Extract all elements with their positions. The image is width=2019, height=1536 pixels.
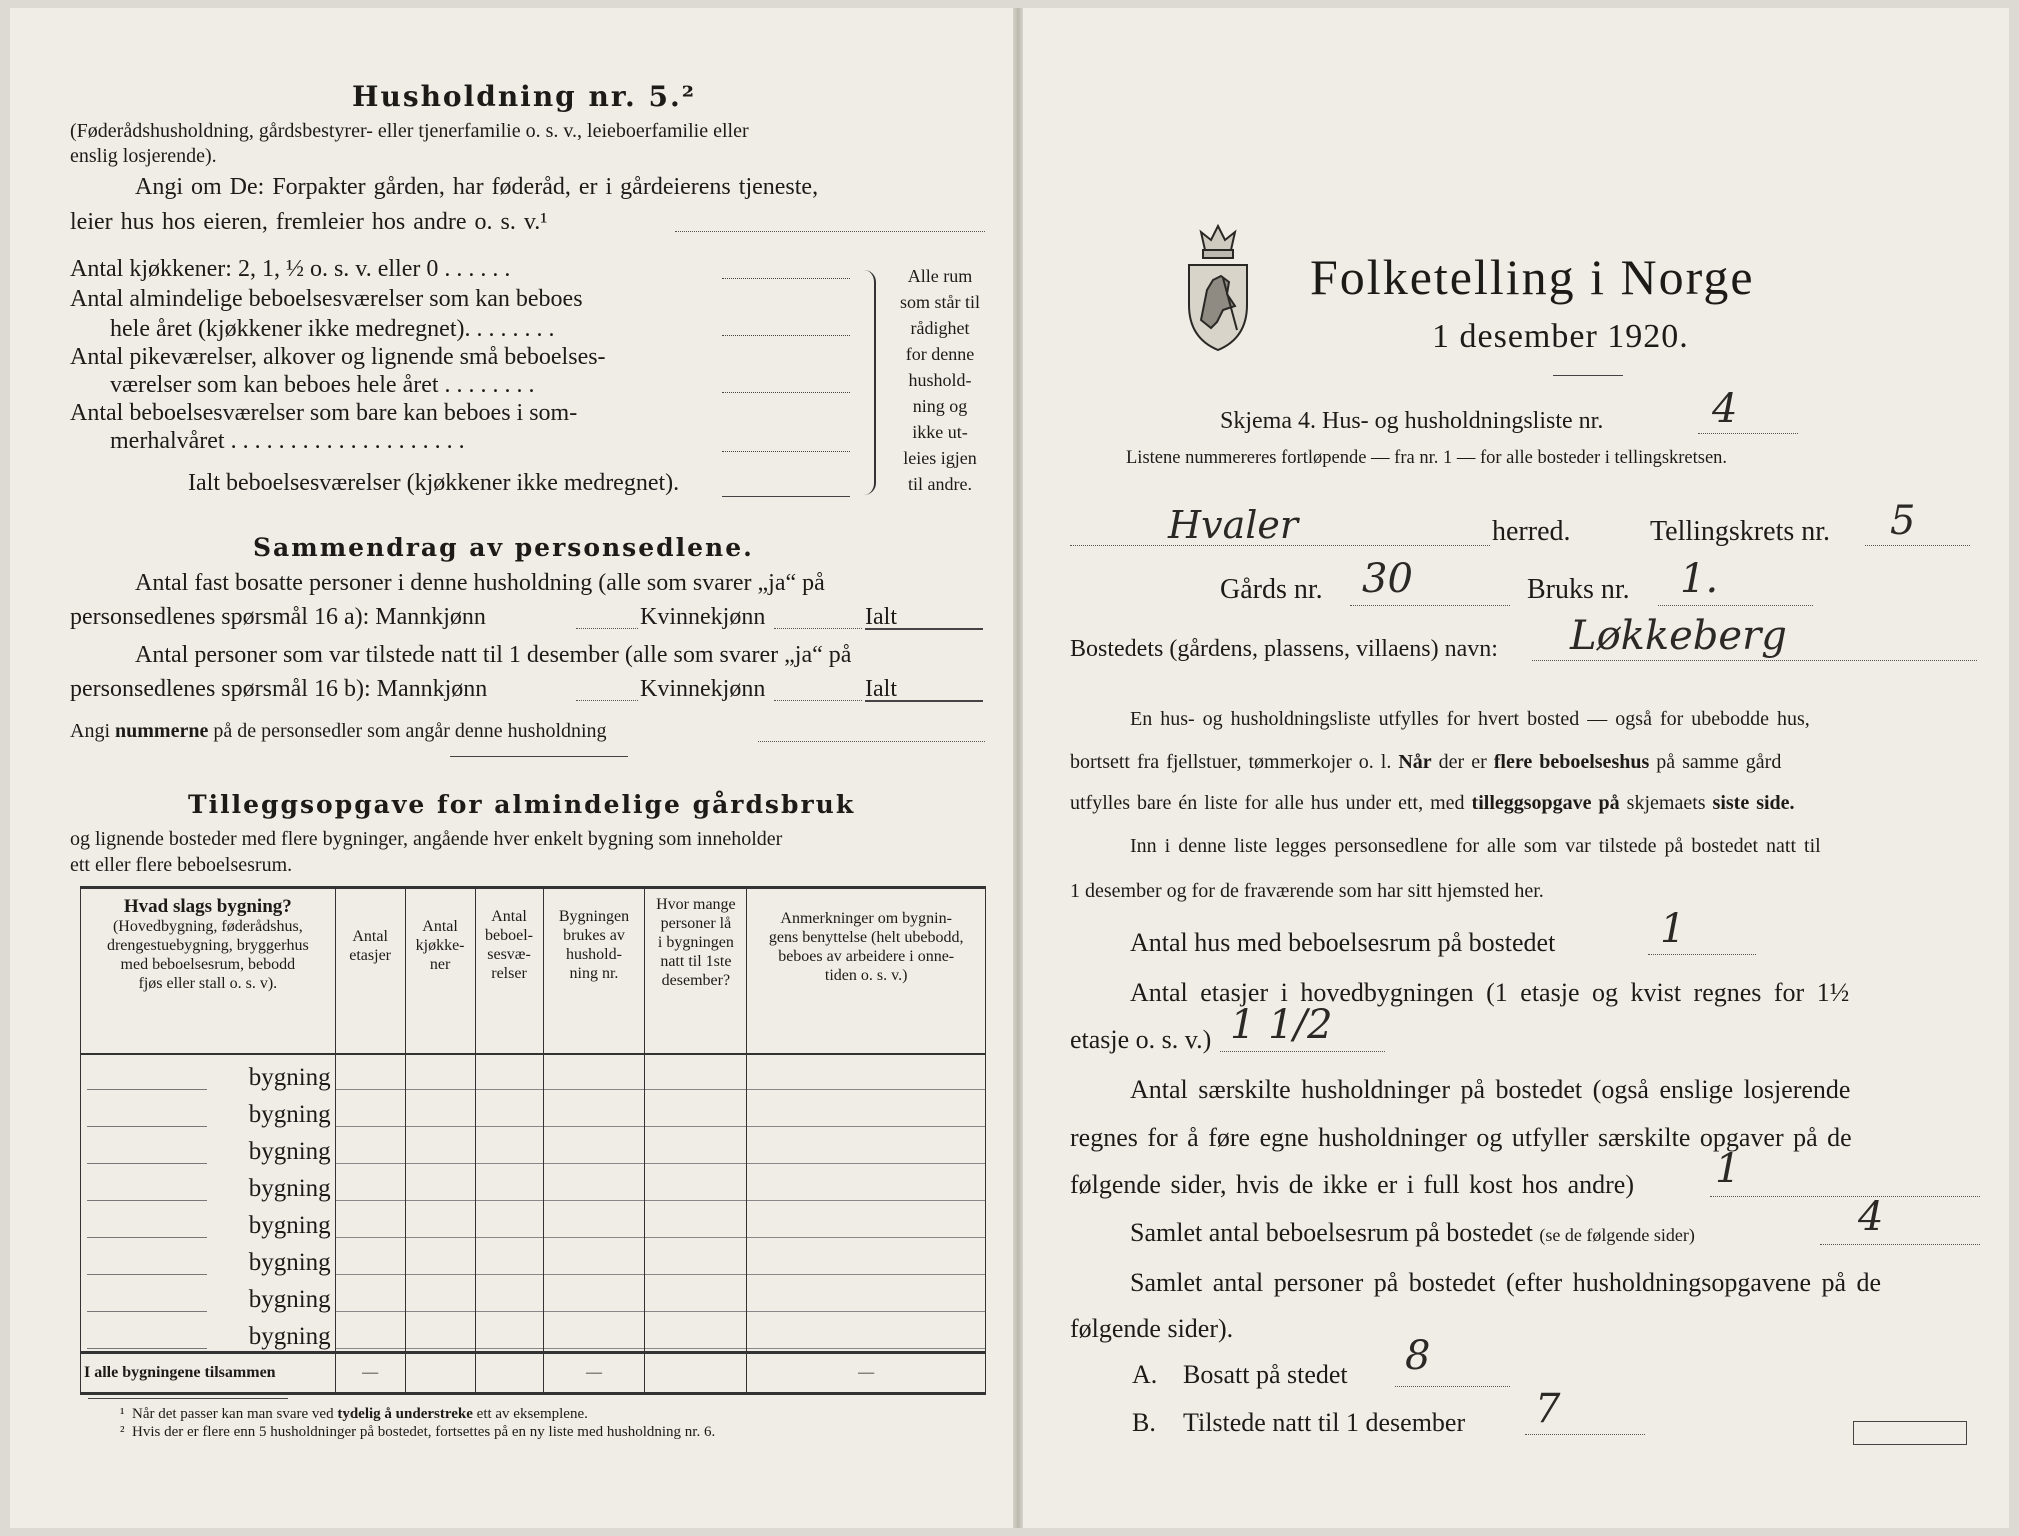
form-title: Folketelling i Norge [1310,249,1755,305]
instruction-5: 1 desember og for de fraværende som har sitt hjemsted her. [1070,880,1544,902]
row-floors[interactable] [335,1166,405,1203]
present-female-field[interactable] [774,700,862,701]
instruction-1: En hus- og husholdningsliste utfylles for hvert bosted — også for ubebodde hus, [1130,708,1810,730]
bruks-line [1658,605,1813,606]
buildings-table [80,886,986,1395]
row-floors[interactable] [335,1203,405,1240]
present-total-field[interactable] [865,700,983,702]
q-sarsk-2: regnes for å føre egne husholdninger og utfyller særskilte opgaver på de [1070,1123,1852,1152]
q-etasjer-2: etasje o. s. v.) [1070,1025,1212,1054]
left-page [10,8,1016,1528]
right-page [1020,8,2009,1528]
resident-total-label: Ialt [865,604,897,630]
row-floors[interactable] [335,1314,405,1353]
herred-value[interactable]: Hvaler [1168,503,1299,547]
row-rooms[interactable] [475,1166,543,1203]
resident-female-field[interactable] [774,628,862,629]
col-rooms: Antal beboel- sesvæ- relser [475,888,543,1055]
instruction-4: Inn i denne liste legges personsedlene for alle som var tilstede på bostedet natt til [1130,835,1821,857]
building-row-label[interactable]: bygning [81,1314,336,1353]
gards-label: Gårds nr. [1220,574,1323,605]
building-row [81,1054,986,1092]
present-male-field[interactable] [576,700,638,701]
row-kitchens[interactable] [405,1314,475,1353]
q-sarsk-3: følgende sider, hvis de ikke er i full kost hos andre) [1070,1170,1634,1199]
b-value[interactable]: 7 [1535,1386,1561,1432]
building-row-label[interactable]: bygning [81,1129,336,1166]
herred-label: herred. [1492,516,1571,547]
building-row [81,1166,986,1203]
buildings-total-row [81,1353,986,1394]
row-remarks[interactable] [747,1240,986,1277]
row-household[interactable] [543,1314,645,1353]
skjema-line [1698,433,1798,434]
q-sarsk-value[interactable]: 1 [1715,1146,1741,1192]
q-sarsk-1: Antal særskilte husholdninger på bostedet (også enslige losjerende [1130,1075,1851,1104]
building-row [81,1277,986,1314]
building-row [81,1240,986,1277]
building-row-label[interactable]: bygning [81,1240,336,1277]
angi-numbers-field[interactable] [758,741,985,742]
row-persons[interactable] [645,1054,747,1092]
norway-coat-of-arms-icon [1183,210,1253,355]
building-row-label[interactable]: bygning [81,1203,336,1240]
row-remarks[interactable] [747,1129,986,1166]
row-persons[interactable] [645,1314,747,1353]
rooms-line-2: Antal almindelige beboelsesværelser som kan beboes [70,286,583,312]
row-floors[interactable] [335,1240,405,1277]
row-kitchens[interactable] [405,1054,475,1092]
tellingskrets-value[interactable]: 5 [1890,498,1916,544]
a-label: A. [1132,1360,1158,1389]
ordinary-rooms-answer-line[interactable] [722,335,850,336]
summary-2a: Antal personer som var tilstede natt til 1 desember (alle som svarer „ja“ på [135,642,852,668]
q-pers-1: Samlet antal personer på bostedet (efter husholdningsopgavene på de [1130,1268,1882,1297]
summary-2b: personsedlenes spørsmål 16 b): Mannkjønn [70,676,488,702]
row-rooms[interactable] [475,1314,543,1353]
building-row [81,1314,986,1353]
col-remarks: Anmerkninger om bygnin- gens benyttelse (helt ubebodd, beboes av arbeidere i onne- tiden o. s. v.) [747,888,986,1055]
row-remarks[interactable] [747,1203,986,1240]
tellingskrets-line [1865,545,1970,546]
angi-line-1: Angi om De: Forpakter gården, har føderåd, er i gårdeierens tjeneste, [135,174,819,200]
row-household[interactable] [543,1054,645,1092]
kitchens-answer-line[interactable] [722,278,850,279]
total-persons[interactable] [645,1353,747,1394]
resident-male-field[interactable] [576,628,638,629]
col-building-type: Hvad slags bygning? (Hovedbygning, føderådshus, drengestuebygning, bryggerhus med beboelsesrum, bebodd fjøs eller stall o. s. v). [81,888,336,1055]
resident-female-label: Kvinnekjønn [640,604,766,630]
b-line [1525,1434,1645,1435]
q-rum-value[interactable]: 4 [1858,1194,1884,1240]
row-remarks[interactable] [747,1092,986,1129]
row-household[interactable] [543,1203,645,1240]
total-rooms-label: Ialt beboelsesværelser (kjøkkener ikke medregnet). [188,470,680,496]
total-label: I alle bygningene tilsammen [81,1353,336,1394]
household-5-note-2: enslig losjerende). [70,145,217,167]
a-value[interactable]: 8 [1405,1333,1431,1379]
row-kitchens[interactable] [405,1092,475,1129]
total-kitchens[interactable] [405,1353,475,1394]
q-hus-line [1648,954,1756,955]
present-female-label: Kvinnekjønn [640,676,766,702]
row-household[interactable] [543,1092,645,1129]
rooms-line-3: hele året (kjøkkener ikke medregnet). . . . . . . . [110,316,555,342]
row-floors[interactable] [335,1129,405,1166]
footnote-1: ¹ Når det passer kan man svare ved tydelig å understreke ett av eksemplene. [120,1406,588,1422]
title-divider [1553,375,1623,376]
total-rooms[interactable] [475,1353,543,1394]
building-row [81,1203,986,1240]
row-remarks[interactable] [747,1277,986,1314]
instruction-2: bortsett fra fjellstuer, tømmerkojer o. l. Når der er flere beboelseshus på samme gård [1070,751,1782,773]
brace-note: Alle rum som står til rådighet for denne hushold- ning og ikke ut- leies igjen til andre. [900,266,980,494]
col-kitchens: Antal kjøkke- ner [405,888,475,1055]
a-line [1395,1386,1510,1387]
rooms-line-4: Antal pikeværelser, alkover og lignende små beboelses- [70,344,606,370]
q-etasjer-line [1220,1051,1385,1052]
q-etasjer-value[interactable]: 1 1/2 [1230,1002,1333,1048]
row-persons[interactable] [645,1129,747,1166]
bruks-value[interactable]: 1. [1680,556,1719,602]
gards-line [1350,605,1510,606]
row-floors[interactable] [335,1054,405,1092]
row-rooms[interactable] [475,1129,543,1166]
herred-line [1070,545,1490,546]
building-row [81,1129,986,1166]
bostedets-label: Bostedets (gårdens, plassens, villaens) navn: [1070,636,1498,662]
row-household[interactable] [543,1166,645,1203]
building-row-label[interactable]: bygning [81,1277,336,1314]
building-row-label[interactable]: bygning [81,1054,336,1092]
maid-rooms-answer-line[interactable] [722,392,850,393]
building-row-label[interactable]: bygning [81,1166,336,1203]
row-rooms[interactable] [475,1203,543,1240]
tillegg-line-1: og lignende bosteder med flere bygninger, angående hver enkelt bygning som inneholder [70,828,783,850]
row-household[interactable] [543,1129,645,1166]
bostedets-line [1532,660,1977,661]
total-floors: — [335,1353,405,1394]
summer-rooms-answer-line[interactable] [722,451,850,452]
q-etasjer-1: Antal etasjer i hovedbygningen (1 etasje og kvist regnes for 1½ [1130,978,1850,1007]
row-rooms[interactable] [475,1240,543,1277]
tillegg-line-2: ett eller flere beboelsesrum. [70,854,293,876]
building-row [81,1092,986,1129]
rooms-line-1: Antal kjøkkener: 2, 1, ½ o. s. v. eller 0 . . . . . . [70,256,511,282]
printer-stamp-icon [1853,1421,1967,1445]
q-hus-label: Antal hus med beboelsesrum på bostedet [1130,928,1556,957]
tillegg-title: Tilleggsopgave for almindelige gårdsbruk [188,790,856,819]
summary-title: Sammendrag av personsedlene. [253,533,754,562]
a-text: Bosatt på stedet [1183,1360,1348,1389]
row-household[interactable] [543,1240,645,1277]
angi-line-2: leier hus hos eieren, fremleier hos andre o. s. v.¹ [70,209,548,235]
row-remarks[interactable] [747,1314,986,1353]
census-form-sheet [10,8,2009,1528]
listene-note: Listene nummereres fortløpende — fra nr. 1 — for alle bosteder i tellingskretsen. [1126,448,1728,468]
form-date: 1 desember 1920. [1432,318,1689,355]
row-kitchens[interactable] [405,1277,475,1314]
bruks-label: Bruks nr. [1527,574,1630,605]
row-persons[interactable] [645,1203,747,1240]
row-rooms[interactable] [475,1092,543,1129]
col-persons: Hvor mange personer lå i bygningen natt til 1ste desember? [645,888,747,1055]
rooms-line-7: merhalvåret . . . . . . . . . . . . . . . . . . . . [110,428,465,454]
gards-value[interactable]: 30 [1362,556,1413,602]
row-persons[interactable] [645,1240,747,1277]
row-kitchens[interactable] [405,1240,475,1277]
row-remarks[interactable] [747,1166,986,1203]
summary-1b: personsedlenes spørsmål 16 a): Mannkjønn [70,604,486,630]
bostedets-value[interactable]: Løkkeberg [1570,613,1787,659]
row-rooms[interactable] [475,1277,543,1314]
angi-answer-line[interactable] [675,231,985,232]
section-divider [450,756,628,757]
total-household: — [543,1353,645,1394]
q-pers-2: følgende sider). [1070,1314,1234,1343]
row-kitchens[interactable] [405,1203,475,1240]
row-persons[interactable] [645,1092,747,1129]
building-row-label[interactable]: bygning [81,1092,336,1129]
skjema-label: Skjema 4. Hus- og husholdningsliste nr. [1220,408,1604,434]
q-rum-label: Samlet antal beboelsesrum på bostedet (se de følgende sider) [1130,1218,1695,1247]
instruction-3: utfylles bare én liste for alle hus under ett, med tilleggsopgave på skjemaets siste side. [1070,792,1795,814]
brace-icon [862,270,876,495]
row-persons[interactable] [645,1277,747,1314]
row-household[interactable] [543,1277,645,1314]
row-kitchens[interactable] [405,1129,475,1166]
present-total-label: Ialt [865,676,897,702]
summary-1a: Antal fast bosatte personer i denne husholdning (alle som svarer „ja“ på [135,570,825,596]
rooms-line-6: Antal beboelsesværelser som bare kan beboes i som- [70,400,578,426]
total-remarks: — [747,1353,986,1394]
household-5-note-1: (Føderådshusholdning, gårdsbestyrer- eller tjenerfamilie o. s. v., leieboerfamilie eller [70,120,749,142]
b-label: B. [1132,1408,1156,1437]
q-rum-line [1820,1244,1980,1245]
row-floors[interactable] [335,1092,405,1129]
footnote-rule [88,1398,288,1399]
row-floors[interactable] [335,1277,405,1314]
row-rooms[interactable] [475,1054,543,1092]
rooms-line-5: værelser som kan beboes hele året . . . . . . . . [110,372,535,398]
tellingskrets-label: Tellingskrets nr. [1650,516,1831,547]
col-floors: Antal etasjer [335,888,405,1055]
q-hus-value[interactable]: 1 [1660,906,1686,952]
skjema-value[interactable]: 4 [1712,386,1738,432]
row-remarks[interactable] [747,1054,986,1092]
angi-numbers: Angi nummerne på de personsedler som angår denne husholdning [70,720,607,742]
col-household-nr: Bygningen brukes av hushold- ning nr. [543,888,645,1055]
b-text: Tilstede natt til 1 desember [1183,1408,1466,1437]
resident-total-field[interactable] [865,628,983,630]
buildings-table-header [81,888,986,1055]
row-persons[interactable] [645,1166,747,1203]
household-5-title: Husholdning nr. 5.² [352,80,697,113]
total-rooms-answer-line[interactable] [722,496,850,497]
row-kitchens[interactable] [405,1166,475,1203]
q-sarsk-line [1710,1196,1980,1197]
footnote-2: ² Hvis der er flere enn 5 husholdninger på bostedet, fortsettes på en ny liste med husholdning nr. 6. [120,1424,716,1440]
